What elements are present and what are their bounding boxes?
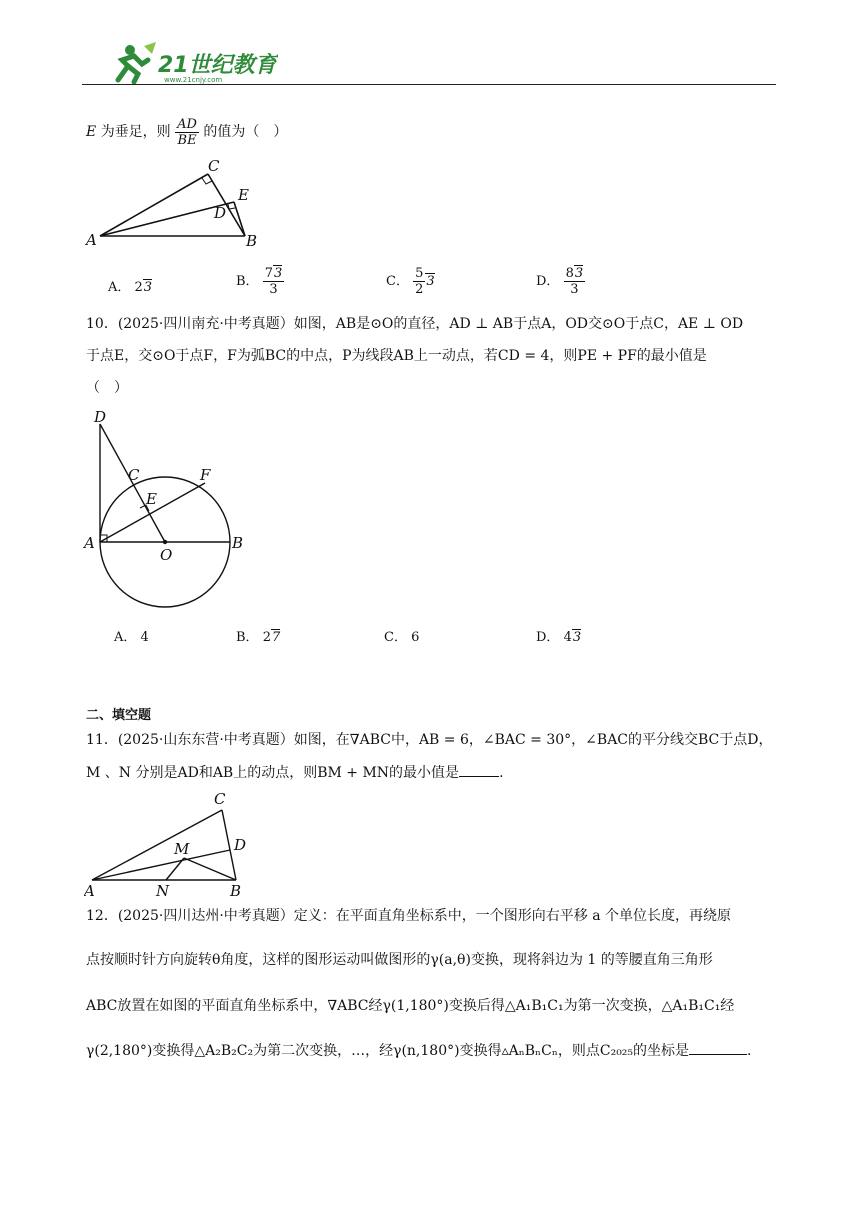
svg-text:B: B — [232, 534, 244, 552]
logo-sub: www.21cnjy.com — [164, 76, 223, 84]
svg-text:O: O — [160, 546, 173, 564]
runner-icon — [118, 42, 156, 82]
q12-answer-blank[interactable] — [689, 1040, 747, 1055]
q11-line-2: M 、N 分别是AD和AB上的动点，则BM + MN的最小值是 . — [86, 762, 504, 783]
svg-text:A: A — [84, 534, 95, 552]
q10-option-d[interactable]: D． 43 — [536, 630, 582, 645]
q10-line-2: 于点E，交⊙O于点F，F为弧BC的中点，P为线段AB上一动点，若CD = 4，则PE + PF的最小值是 — [86, 348, 707, 364]
svg-text:E: E — [146, 490, 157, 508]
svg-text:D: D — [234, 836, 247, 854]
svg-text:C: C — [208, 157, 220, 175]
svg-text:B: B — [230, 882, 242, 900]
logo — [108, 40, 278, 84]
q12-line-4: γ(2,180°)变换得△A₂B₂C₂为第二次变换，…，经γ(n,180°)变换得▵AₙBₙCₙ，则点C₂₀₂₅的坐标是 . — [86, 1040, 751, 1061]
q11-figure — [84, 788, 254, 900]
svg-text:E: E — [238, 186, 249, 204]
q10-figure — [80, 408, 260, 612]
q9-fraction: $\frac{AD}{BE}$ — [177, 116, 197, 148]
svg-text:C: C — [214, 790, 226, 808]
logo-text: 21世纪教育 — [158, 53, 277, 78]
q11-line-1: 11．(2025·山东东营·中考真题）如图，在∇ABC中，AB = 6，∠BAC = 30°，∠BAC的平分线交BC于点D， — [86, 732, 773, 748]
q9-question-line: E 为垂足，则 $\frac{AD}{BE}$ 的值为（ ） — [86, 116, 288, 148]
header-divider — [82, 84, 776, 85]
svg-text:A: A — [84, 882, 95, 900]
q10-line-1: 10．(2025·四川南充·中考真题）如图，AB是⊙O的直径，AD ⊥ AB于点A，OD交⊙O于点C，AE ⊥ OD — [86, 316, 744, 332]
q9-option-a[interactable]: A． 23 — [108, 280, 153, 295]
q10-line-3: （ ） — [86, 380, 128, 396]
section-title: 二、填空题 — [86, 708, 152, 723]
q9-option-c[interactable]: C． $\frac{5}{2}$ 3 — [386, 266, 435, 297]
svg-text:C: C — [128, 466, 140, 484]
svg-text:D: D — [214, 204, 227, 222]
q9-option-b[interactable]: B． $\frac{73}{3}$ — [236, 266, 283, 297]
q12-line-2: 点按顺时针方向旋转θ角度，这样的图形运动叫做图形的γ(a,θ)变换，现将斜边为 1 的等腰直角三角形 — [86, 952, 713, 968]
q11-answer-blank[interactable] — [459, 762, 499, 777]
q9-figure — [84, 154, 264, 250]
svg-text:D: D — [94, 408, 107, 426]
svg-text:F: F — [200, 466, 211, 484]
svg-text:N: N — [156, 882, 170, 900]
svg-text:M: M — [174, 840, 190, 858]
q9-option-d[interactable]: D． $\frac{83}{3}$ — [536, 266, 584, 297]
q12-line-3: ABC放置在如图的平面直角坐标系中，∇ABC经γ(1,180°)变换后得△A₁B₁C₁为第一次变换，△A₁B₁C₁经 — [86, 998, 735, 1014]
svg-text:A: A — [86, 231, 97, 249]
svg-text:B: B — [246, 232, 258, 250]
q10-option-a[interactable]: A． 4 — [114, 630, 149, 645]
q12-line-1: 12．(2025·四川达州·中考真题）定义：在平面直角坐标系中，一个图形向右平移 a 个单位长度，再绕原 — [86, 908, 732, 924]
q10-option-c[interactable]: C． 6 — [384, 630, 420, 645]
q10-option-b[interactable]: B． 27 — [236, 630, 281, 645]
